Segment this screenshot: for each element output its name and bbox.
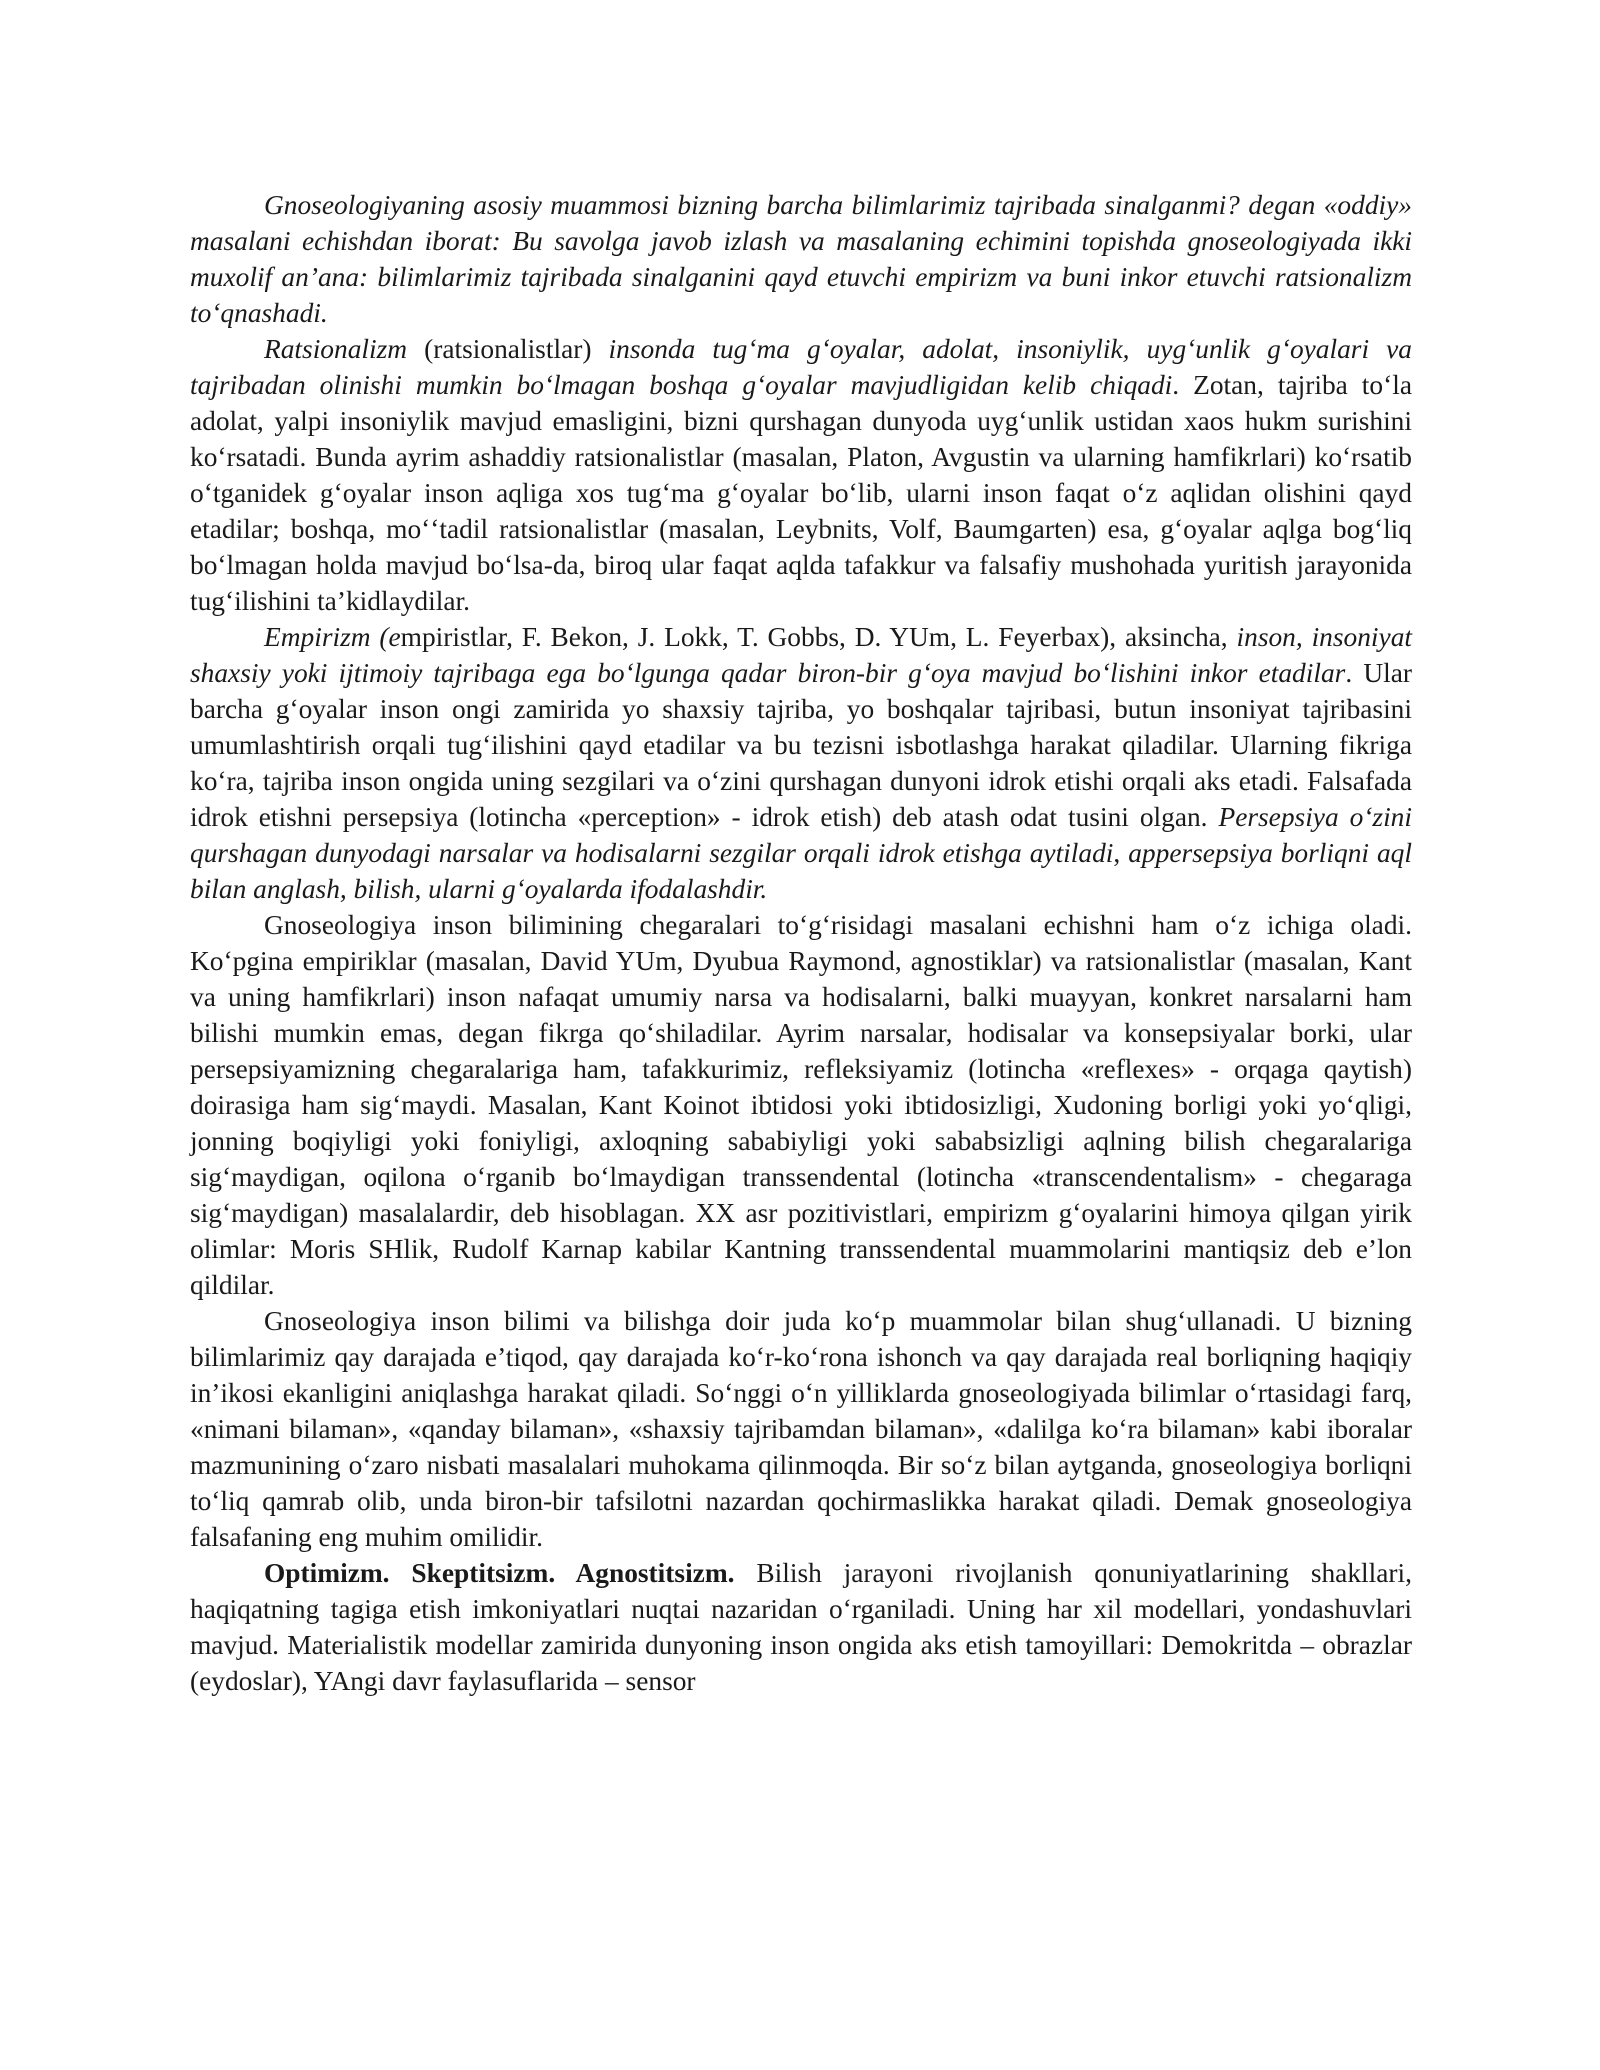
paragraph-optimism-skepticism — [190, 1555, 1412, 1699]
term-empiricism: Empirizm (e — [264, 622, 401, 652]
text-segment: appersepsiya borliqni aql bilan anglash, bilish, ularni gʻoyalarda ifodalashdir. — [190, 838, 1412, 904]
text-segment: mpiristlar, F. Bekon, J. Lokk, T. Gobbs, D. YUm, L. Feyerbax), aksincha, — [400, 622, 1237, 652]
document-page — [190, 187, 1412, 1699]
text-segment: . Zotan, tajriba toʻla adolat, yalpi insoniylik mavjud emasligini, bizni qurshagan dunyoda uygʻunlik ustidan xaos hukm surishini koʻrsatadi. Bunda ayrim ashaddiy ratsionalistlar (masalan, Platon, Avgustin va ularning hamfikrlari) koʻrsatib oʻtganidek gʻoyalar inson aqliga xos tugʻma gʻoyalar boʻlib, ularni inson faqat oʻz aqlidan olishini qayd etadilar; boshqa, moʻʻtadil ratsionalistlar (masalan, Leybnits, Volf, Baumgarten) esa, gʻoyalar aqlga bogʻliq boʻlmagan holda mavjud boʻlsa-da, biroq ular faqat aqlda tafakkur va falsafiy mushohada yuritish jarayonida tugʻilishini ta’kidlaydilar. — [190, 370, 1412, 616]
text-segment: Persepsiya oʻzini qurshagan dunyodagi narsalar va hodisalarni sezgilar orqali idrok etishga aytiladi — [190, 802, 1412, 868]
text-segment: (ratsionalistlar) — [407, 334, 609, 364]
term-rationalism: Ratsionalizm — [264, 334, 408, 364]
text-segment: inson, insoniyat shaxsiy yoki ijtimoiy tajribaga ega boʻlgunga qadar biron-bir gʻoya mavjud boʻlishini inkor etadilar — [190, 622, 1413, 688]
paragraph-limits-of-knowledge — [190, 907, 1412, 1303]
text-segment: Gnoseologiya inson bilimi va bilishga doir juda koʻp muammolar bilan shugʻullanadi. U bizning bilimlarimiz qay darajada e’tiqod, qay darajada koʻr-koʻrona ishonch va qay darajada real borliqning haqiqiy in’ikosi ekanligini aniqlashga harakat qiladi. Soʻnggi oʻn yilliklarda gnoseologiyada bilimlar oʻrtasidagi farq, «nimani bilaman», «qanday bilaman», «shaxsiy tajribamdan bilaman», «dalilga koʻra bilaman» kabi iboralar mazmunining oʻzaro nisbati masalalari muhokama qilinmoqda. Bir soʻz bilan aytganda, gnoseologiya borliqni toʻliq qamrab olib, unda biron-bir tafsilotni nazardan qochirmaslikka harakat qiladi. Demak gnoseologiya falsafaning eng muhim omilidir. — [190, 1306, 1412, 1552]
text-segment: . Ular barcha gʻoyalar inson ongi zamirida yo shaxsiy tajriba, yo boshqalar tajribasi, butun insoniyat tajribasini umumlashtirish orqali tugʻilishini qayd etadilar va bu tezisni isbotlashga harakat qiladilar. Ularning fikriga koʻra, tajriba inson ongida uning sezgilari va oʻzini qurshagan dunyoni idrok etishi orqali aks etadi. Falsafada idrok etishni persepsiya (lotincha «perception» - idrok etish) deb atash odat tusini olgan. — [190, 658, 1412, 832]
paragraph-gnoseology-problem — [190, 187, 1412, 331]
text-segment: Gnoseologiyaning asosiy muammosi bizning barcha bilimlarimiz tajribada sinalganmi? degan «oddiy» masalani echishdan iborat: Bu savolga javob izlash va masalaning echimini topishda gnoseologiyada ikki muxolif an’ana: bilimlarimiz tajribada sinalganini qayd etuvchi empirizm va buni inkor etuvchi ratsionalizm toʻqnashadi. — [190, 190, 1412, 328]
text-segment: insonda tugʻma gʻoyalar, adolat, insoniylik, uygʻunlik gʻoyalari va tajribadan olinishi mumkin boʻlmagan boshqa gʻoyalar mavjudligidan kelib chiqadi — [190, 334, 1412, 400]
paragraph-empiricism — [190, 619, 1412, 907]
text-segment: Bilish jarayoni rivojlanish qonuniyatlarining shakllari, haqiqatning tagiga etish imkoniyatlari nuqtai nazaridan oʻrganiladi. Uning har xil modellari, yondashuvlari mavjud. Materialistik modellar zamirida dunyoning inson ongida aks etish tamoyillari: Demokritda – obrazlar (eydoslar), YAngi davr faylasuflarida – sensor — [190, 1558, 1412, 1696]
text-segment: Gnoseologiya inson bilimining chegaralari toʻgʻrisidagi masalani echishni ham oʻz ichiga oladi. Koʻpgina empiriklar (masalan, David YUm, Dyubua Raymond, agnostiklar) va ratsionalistlar (masalan, Kant va uning hamfikrlari) inson nafaqat umumiy narsa va hodisalarni, balki muayyan, konkret narsalarni ham bilishi mumkin emas, degan fikrga qoʻshiladilar. Ayrim narsalar, hodisalar va konsepsiyalar borki, ular persepsiyamizning chegaralariga ham, tafakkurimiz, refleksiyamiz (lotincha «reflexes» - orqaga qaytish) doirasiga ham sigʻmaydi. Masalan, Kant Koinot ibtidosi yoki ibtidosizligi, Xudoning borligi yoki yoʻqligi, jonning boqiyligi yoki foniyligi, axloqning sababiyligi yoki sababsizligi aqlning bilish chegaralariga sigʻmaydigan, oqilona oʻrganib boʻlmaydigan transsendental (lotincha «transcendentalism» - chegaraga sigʻmaydigan) masalalardir, deb hisoblagan. XX asr pozitivistlari, empirizm gʻoyalarini himoya qilgan yirik olimlar: Moris SHlik, Rudolf Karnap kabilar Kantning transsendental muammolarini mantiqsiz deb e’lon qildilar. — [190, 910, 1412, 1300]
paragraph-gnoseology-issues — [190, 1303, 1412, 1555]
text-segment: , — [1113, 838, 1129, 868]
section-heading: Optimizm. Skeptitsizm. Agnostitsizm. — [264, 1558, 735, 1588]
paragraph-rationalism — [190, 331, 1412, 619]
